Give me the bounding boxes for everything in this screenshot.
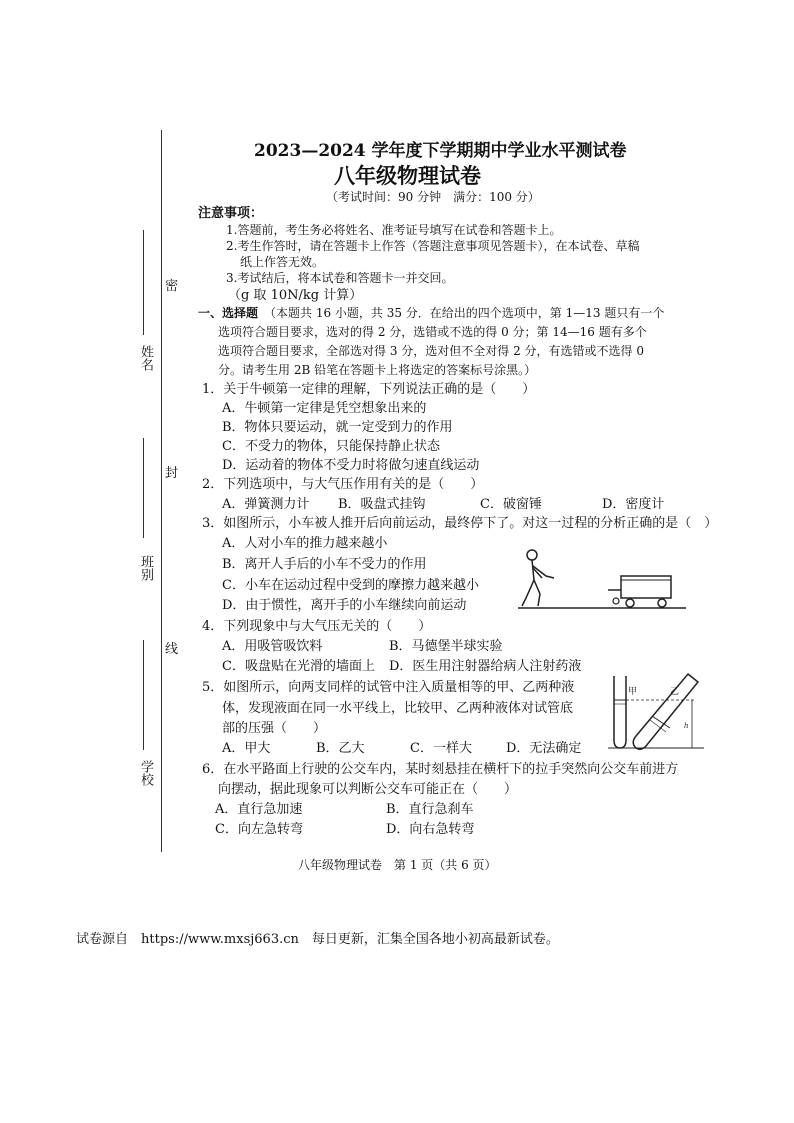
source-note: 试卷源自 https://www.mxsj663.cn 每日更新，汇集全国各地小初高最新试卷。: [76, 932, 559, 947]
question-option: D．密度计: [602, 497, 665, 512]
g-note: （g 取 10N/kg 计算）: [228, 288, 363, 303]
question-option: D．由于惯性，离开手的小车继续向前运动: [222, 598, 467, 613]
section-desc: （本题共 16 小题，共 35 分．在给出的四个选项中，第 1—13 题只有一个: [264, 306, 665, 320]
question-stem-line: 体，发现液面在同一水平线上，比较甲、乙两种液体对试管底: [222, 701, 574, 716]
tube-label-yi: 乙: [670, 687, 680, 697]
question-option: A．牛顿第一定律是凭空想象出来的: [222, 401, 427, 416]
notice-heading: 注意事项：: [198, 206, 264, 221]
notice-item: 1.答题前，考生务必将姓名、准考证号填写在试卷和答题卡上。: [226, 223, 562, 237]
school-blank: [143, 640, 144, 750]
question-stem-line: 向摆动，据此现象可以判断公交车可能正在（ ）: [218, 782, 518, 797]
seal-char-feng: 封: [165, 462, 178, 481]
question-option: C．一样大: [410, 741, 472, 756]
cart-push-figure: [516, 546, 690, 612]
question-stem: 3．如图所示，小车被人推开后向前运动，最终停下了。对这一过程的分析正确的是（ ）: [202, 516, 718, 531]
question-stem: 2．下列选项中，与大气压作用有关的是（ ）: [202, 477, 484, 492]
question-option: A．弹簧测力计: [222, 497, 310, 512]
question-option: D．医生用注射器给病人注射药液: [389, 659, 582, 674]
question-option: A．人对小车的推力越来越小: [222, 536, 388, 551]
question-stem: 6．在水平路面上行驶的公交车内，某时刻悬挂在横杆下的拉手突然向公交车前进方: [202, 762, 679, 777]
school-label: 学校: [138, 760, 153, 786]
question-option: D．向右急转弯: [386, 822, 475, 837]
notice-item: 2.考生作答时，请在答题卡上作答（答题注意事项见答题卡），在本试卷、草稿: [226, 239, 640, 253]
height-label: h: [684, 722, 689, 730]
name-blank: [143, 230, 144, 335]
question-option: C．吸盘贴在光滑的墙面上: [222, 659, 375, 674]
question-stem: 5．如图所示，向两支同样的试管中注入质量相等的甲、乙两种液: [202, 680, 575, 695]
section-desc: 分。请考生用 2B 铅笔在答题卡上将选定的答案标号涂黑。）: [218, 363, 537, 377]
notice-item: 纸上作答无效。: [240, 255, 325, 269]
question-stem: 4．下列现象中与大气压无关的（ ）: [202, 619, 432, 634]
exam-info: （考试时间：90 分钟 满分：100 分）: [326, 190, 540, 204]
question-option: B．吸盘式挂钩: [338, 497, 426, 512]
section-desc: 选项符合题目要求，全部选对得 3 分，选对但不全对得 2 分，有选错或不选得 0: [218, 344, 644, 358]
question-option: B．直行急刹车: [386, 802, 474, 817]
question-stem-line: 部的压强（ ）: [222, 721, 327, 736]
section-heading: 一、选择题: [198, 306, 259, 320]
binding-line: [161, 130, 162, 852]
question-option: A．甲大: [222, 741, 271, 756]
section-desc: 选项符合题目要求，选对的得 2 分，选错或不选的得 0 分；第 14—16 题有多个: [218, 325, 647, 339]
seal-char-xian: 线: [165, 638, 178, 657]
page-footer: 八年级物理试卷 第 1 页（共 6 页）: [298, 858, 497, 872]
question-option: B．离开人手后的小车不受力的作用: [222, 557, 427, 572]
question-option: C．破窗锤: [480, 497, 542, 512]
tube-label-jia: 甲: [628, 687, 638, 697]
question-option: D．运动着的物体不受力时将做匀速直线运动: [222, 458, 480, 473]
question-option: A．用吸管吸饮料: [222, 639, 323, 654]
question-stem: 1．关于牛顿第一定律的理解，下列说法正确的是（ ）: [202, 382, 536, 397]
question-option: C．小车在运动过程中受到的摩擦力越来越小: [222, 578, 479, 593]
question-option: B．物体只要运动，就一定受到力的作用: [222, 420, 453, 435]
class-blank: [143, 438, 144, 538]
class-label: 班别: [138, 555, 153, 581]
question-option: A．直行急加速: [215, 802, 303, 817]
question-option: C．向左急转弯: [215, 822, 303, 837]
name-label: 姓名: [138, 345, 153, 371]
question-option: C．不受力的物体，只能保持静止状态: [222, 439, 440, 454]
question-option: B．马德堡半球实验: [389, 639, 503, 654]
seal-char-mi: 密: [165, 275, 178, 294]
test-tubes-figure: [604, 670, 708, 752]
question-option: D．无法确定: [506, 741, 582, 756]
exam-subtitle: 八年级物理试卷: [334, 163, 481, 188]
exam-title: 2023—2024 学年度下学期期中学业水平测试卷: [254, 141, 627, 161]
question-option: B．乙大: [316, 741, 365, 756]
notice-item: 3.考试结后，将本试卷和答题卡一并交回。: [226, 271, 454, 285]
